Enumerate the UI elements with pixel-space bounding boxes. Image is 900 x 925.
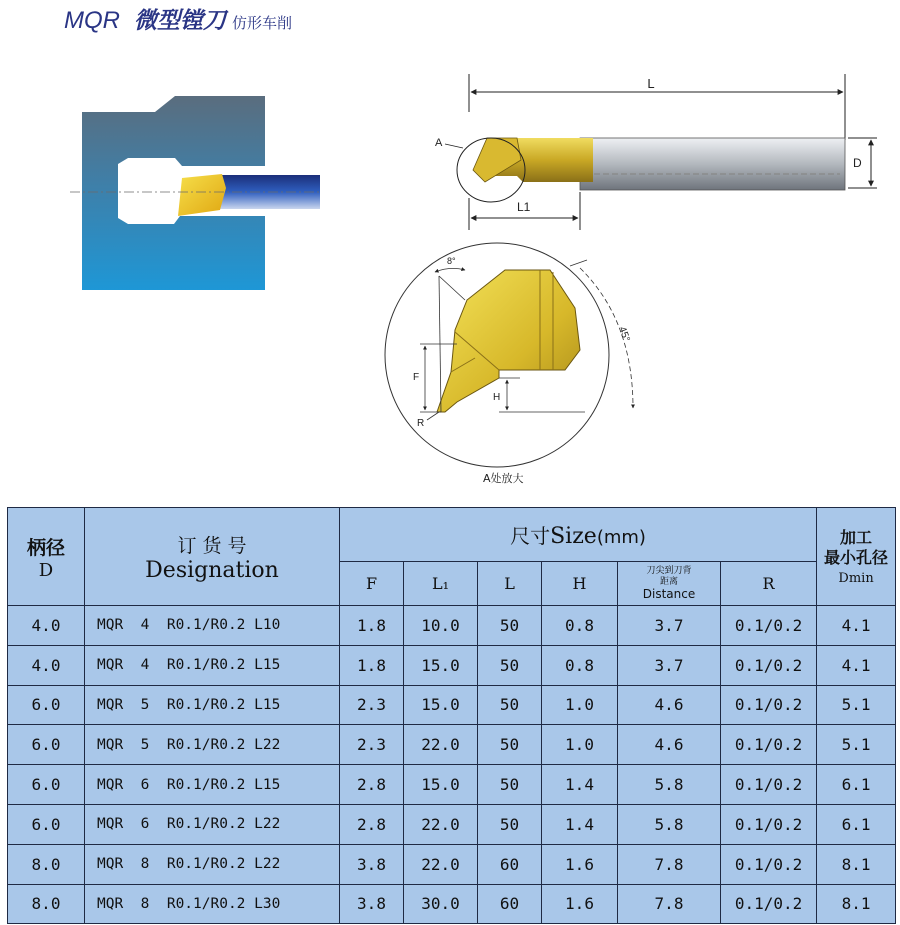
cell-distance: 4.6	[618, 725, 721, 765]
cell-R: 0.1/0.2	[721, 606, 817, 646]
cell-dmin: 8.1	[817, 844, 896, 884]
cell-distance: 7.8	[618, 884, 721, 924]
cell-L: 60	[478, 844, 542, 884]
cell-L1: 15.0	[404, 645, 478, 685]
header-designation	[85, 508, 340, 606]
cell-H: 1.0	[542, 725, 618, 765]
cell-L1: 30.0	[404, 884, 478, 924]
cell-distance: 4.6	[618, 685, 721, 725]
header-size-cn: 尺寸	[510, 524, 551, 548]
header-dmin	[817, 508, 896, 606]
cell-H: 1.0	[542, 685, 618, 725]
header-dmin-cn2: 最小孔径	[824, 547, 889, 567]
header-R: R	[721, 562, 817, 606]
header-size-unit: (mm)	[596, 527, 646, 548]
cell-L: 50	[478, 645, 542, 685]
header-distance-cn1: 刀尖到刀背	[646, 566, 692, 576]
angle-45-label: 45°	[616, 325, 632, 344]
dim-H-label: H	[493, 392, 501, 403]
header-F: F	[340, 562, 404, 606]
cell-D: 6.0	[8, 685, 85, 725]
dim-R-label: R	[417, 418, 425, 429]
header-designation-en: Designation	[145, 557, 279, 583]
cell-F: 3.8	[340, 884, 404, 924]
cell-L1: 10.0	[404, 606, 478, 646]
cell-distance: 5.8	[618, 804, 721, 844]
header-dmin-cn1: 加工	[840, 527, 873, 547]
cell-D: 4.0	[8, 606, 85, 646]
header-L: L	[478, 562, 542, 606]
cell-L: 50	[478, 606, 542, 646]
table-row	[8, 645, 896, 685]
title-subtitle: 仿形车削	[232, 14, 293, 32]
dim-L-label: L	[647, 76, 655, 91]
angle-8-label: 8°	[447, 256, 456, 266]
table-row	[8, 884, 896, 924]
detail-a-drawing	[375, 240, 650, 490]
cell-H: 1.4	[542, 765, 618, 805]
cell-H: 1.6	[542, 884, 618, 924]
cell-R: 0.1/0.2	[721, 844, 817, 884]
cell-designation: MQR 8 R0.1/R0.2 L22	[85, 844, 340, 884]
cell-R: 0.1/0.2	[721, 725, 817, 765]
cell-F: 2.3	[340, 685, 404, 725]
cell-D: 8.0	[8, 884, 85, 924]
cell-D: 4.0	[8, 645, 85, 685]
cell-dmin: 6.1	[817, 804, 896, 844]
cell-dmin: 5.1	[817, 685, 896, 725]
title-name: 微型镗刀	[134, 8, 226, 34]
cell-designation: MQR 5 R0.1/R0.2 L15	[85, 685, 340, 725]
cell-H: 1.6	[542, 844, 618, 884]
table-row	[8, 685, 896, 725]
cell-dmin: 6.1	[817, 765, 896, 805]
cell-distance: 7.8	[618, 844, 721, 884]
cell-L: 60	[478, 884, 542, 924]
cell-distance: 5.8	[618, 765, 721, 805]
header-dmin-en: Dmin	[838, 570, 874, 586]
dim-F-label: F	[413, 372, 420, 383]
tool-insert	[178, 174, 226, 216]
cell-distance: 3.7	[618, 606, 721, 646]
cell-F: 2.3	[340, 725, 404, 765]
page-title	[64, 2, 292, 35]
cell-designation: MQR 6 R0.1/R0.2 L15	[85, 765, 340, 805]
cell-L: 50	[478, 804, 542, 844]
cell-R: 0.1/0.2	[721, 685, 817, 725]
header-H: H	[542, 562, 618, 606]
cell-L1: 22.0	[404, 725, 478, 765]
cell-F: 3.8	[340, 844, 404, 884]
cell-R: 0.1/0.2	[721, 765, 817, 805]
cell-designation: MQR 5 R0.1/R0.2 L22	[85, 725, 340, 765]
table-row	[8, 765, 896, 805]
header-shank-cn: 柄径	[26, 536, 65, 559]
spec-table	[7, 507, 896, 924]
cell-designation: MQR 8 R0.1/R0.2 L30	[85, 884, 340, 924]
cell-D: 6.0	[8, 765, 85, 805]
cell-L1: 15.0	[404, 685, 478, 725]
cell-L: 50	[478, 685, 542, 725]
cell-R: 0.1/0.2	[721, 804, 817, 844]
cell-designation: MQR 4 R0.1/R0.2 L10	[85, 606, 340, 646]
cell-dmin: 4.1	[817, 645, 896, 685]
header-size-en: Size	[550, 524, 597, 549]
cell-H: 0.8	[542, 606, 618, 646]
header-distance	[618, 562, 721, 606]
cell-D: 8.0	[8, 844, 85, 884]
cell-H: 1.4	[542, 804, 618, 844]
header-distance-cn2: 距离	[659, 577, 678, 587]
header-designation-cn: 订 货 号	[177, 534, 247, 557]
cell-F: 2.8	[340, 765, 404, 805]
cell-designation: MQR 4 R0.1/R0.2 L15	[85, 645, 340, 685]
header-distance-en: Distance	[642, 587, 696, 601]
cell-designation: MQR 6 R0.1/R0.2 L22	[85, 804, 340, 844]
cell-L1: 22.0	[404, 844, 478, 884]
cell-L: 50	[478, 725, 542, 765]
header-L1: L₁	[404, 562, 478, 606]
cell-F: 1.8	[340, 606, 404, 646]
cell-dmin: 5.1	[817, 725, 896, 765]
cell-dmin: 4.1	[817, 606, 896, 646]
cell-R: 0.1/0.2	[721, 645, 817, 685]
table-row	[8, 725, 896, 765]
header-shank-en: D	[38, 559, 54, 581]
title-model: MQR	[64, 7, 120, 34]
table-row	[8, 804, 896, 844]
cell-L: 50	[478, 765, 542, 805]
cell-H: 0.8	[542, 645, 618, 685]
dim-D-label: D	[853, 156, 862, 170]
detail-caption: A处放大	[483, 472, 524, 485]
header-shank	[8, 508, 85, 606]
cell-D: 6.0	[8, 725, 85, 765]
dim-L1-label: L1	[517, 200, 531, 214]
tool-drawing	[425, 70, 900, 230]
boring-illustration	[70, 92, 320, 292]
cell-L1: 22.0	[404, 804, 478, 844]
cell-dmin: 8.1	[817, 884, 896, 924]
table-row	[8, 606, 896, 646]
label-A: A	[435, 137, 443, 149]
header-size	[340, 508, 817, 562]
cell-D: 6.0	[8, 804, 85, 844]
table-row	[8, 844, 896, 884]
cell-L1: 15.0	[404, 765, 478, 805]
cell-R: 0.1/0.2	[721, 884, 817, 924]
cell-F: 2.8	[340, 804, 404, 844]
cell-distance: 3.7	[618, 645, 721, 685]
cell-F: 1.8	[340, 645, 404, 685]
